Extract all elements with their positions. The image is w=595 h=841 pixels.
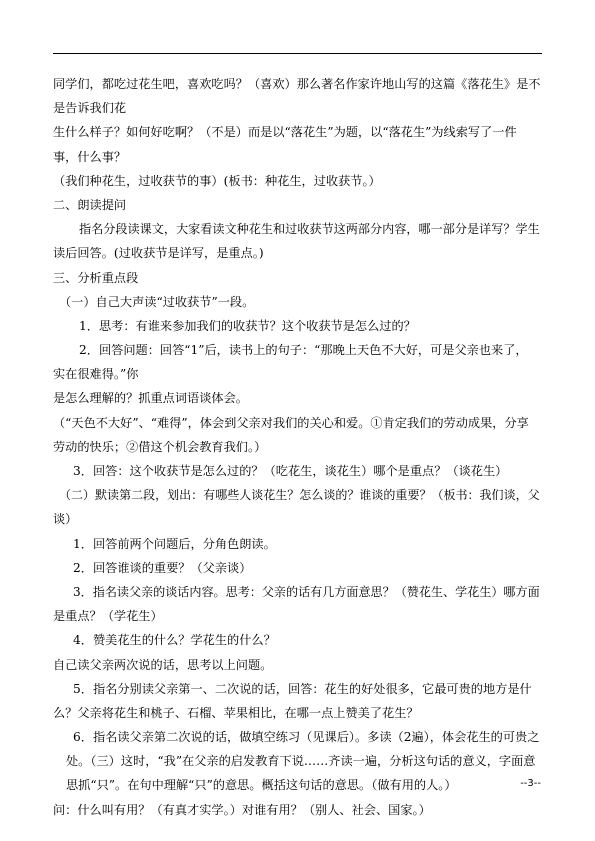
text-line: 劳动的快乐；②借这个机会教育我们。） xyxy=(53,439,267,454)
text-line: 5．指名分别读父亲第一、二次说的话，回答：花生的好处很多，它最可贵的地方是什 xyxy=(73,681,532,696)
text-line: 么？父亲将花生和桃子、石榴、苹果相比，在哪一点上赞美了花生？ xyxy=(53,705,419,720)
text-line: （“天色不大好”、“难得”，体会到父亲对我们的关心和爱。①肯定我们的劳动成果，分享 xyxy=(53,415,529,430)
text-line: 读后回答。(过收获节是详写，是重点。) xyxy=(53,246,264,261)
text-line: 1．回答前两个问题后，分角色朗读。 xyxy=(73,536,276,551)
text-line: 三、分析重点段 xyxy=(53,270,139,285)
text-line: 3．回答：这个收获节是怎么过的？（吃花生，谈花生）哪个是重点？（谈花生） xyxy=(73,464,508,478)
text-line: 4．赞美花生的什么？学花生的什么？ xyxy=(73,633,276,648)
text-line: 是怎么理解的？抓重点词语谈体会。 xyxy=(53,391,248,406)
text-line: 生什么样子？如何好吃啊？（不是）而是以“落花生”为题，以“落花生”为线索写了一件 xyxy=(53,125,517,140)
text-line: 问：什么叫有用？（有真才实学。）对谁有用？（别人、社会、国家。） xyxy=(53,802,431,817)
text-line: （二）默读第二段，划出：有哪些人谈花生？怎么谈的？谁谈的重要？（板书：我们谈，父 xyxy=(59,488,540,503)
text-line: 同学们，都吃过花生吧，喜欢吃吗？（喜欢）那么著名作家许地山写的这篇《落花生》是不 xyxy=(53,77,541,91)
text-line: （一）自己大声读“过收获节”一段。 xyxy=(59,294,255,309)
text-line: 3．指名读父亲的谈话内容。思考：父亲的话有几方面意思？（赞花生、学花生）哪方面 xyxy=(73,584,540,599)
document-body xyxy=(53,72,542,822)
text-line: 6．指名读父亲第二次说的话，做填空练习（见课后）。多读（2遍），体会花生的可贵之 xyxy=(73,730,540,745)
text-line: 2．回答问题：回答“1”后，读书上的句子：“那晚上天色不大好，可是父亲也来了， xyxy=(79,343,528,358)
text-line: 是告诉我们花 xyxy=(53,101,127,116)
text-line: 是重点？（学花生） xyxy=(53,609,163,624)
header-rule xyxy=(53,53,542,54)
page-number: --3-- xyxy=(520,778,541,789)
text-line: 2．回答谁谈的重要？（父亲谈） xyxy=(73,560,252,575)
text-line: 谈） xyxy=(53,512,78,527)
text-line: 自己读父亲两次说的话，思考以上问题。 xyxy=(53,657,273,672)
text-line: 思抓“只”。在句中理解“只”的意思。概括这句话的意思。（做有用的人。） xyxy=(66,778,457,793)
text-line: （我们种花生，过收获节的事）(板书：种花生，过收获节。） xyxy=(53,173,381,188)
text-line: 实在很难得。”你 xyxy=(53,367,139,382)
text-line: 事，什么事？ xyxy=(53,149,127,164)
text-line: 二、朗读提问 xyxy=(53,197,127,212)
text-line: 1．思考：有谁来参加我们的收获节？这个收获节是怎么过的？ xyxy=(79,318,416,333)
text-line: 指名分段读课文，大家看读文种花生和过收获节这两部分内容，哪一部分是详写？学生 xyxy=(79,222,540,237)
text-line: 处。（三）这时，“我”在父亲的启发教育下说……齐读一遍，分析这句话的意义，字面意 xyxy=(66,754,536,769)
